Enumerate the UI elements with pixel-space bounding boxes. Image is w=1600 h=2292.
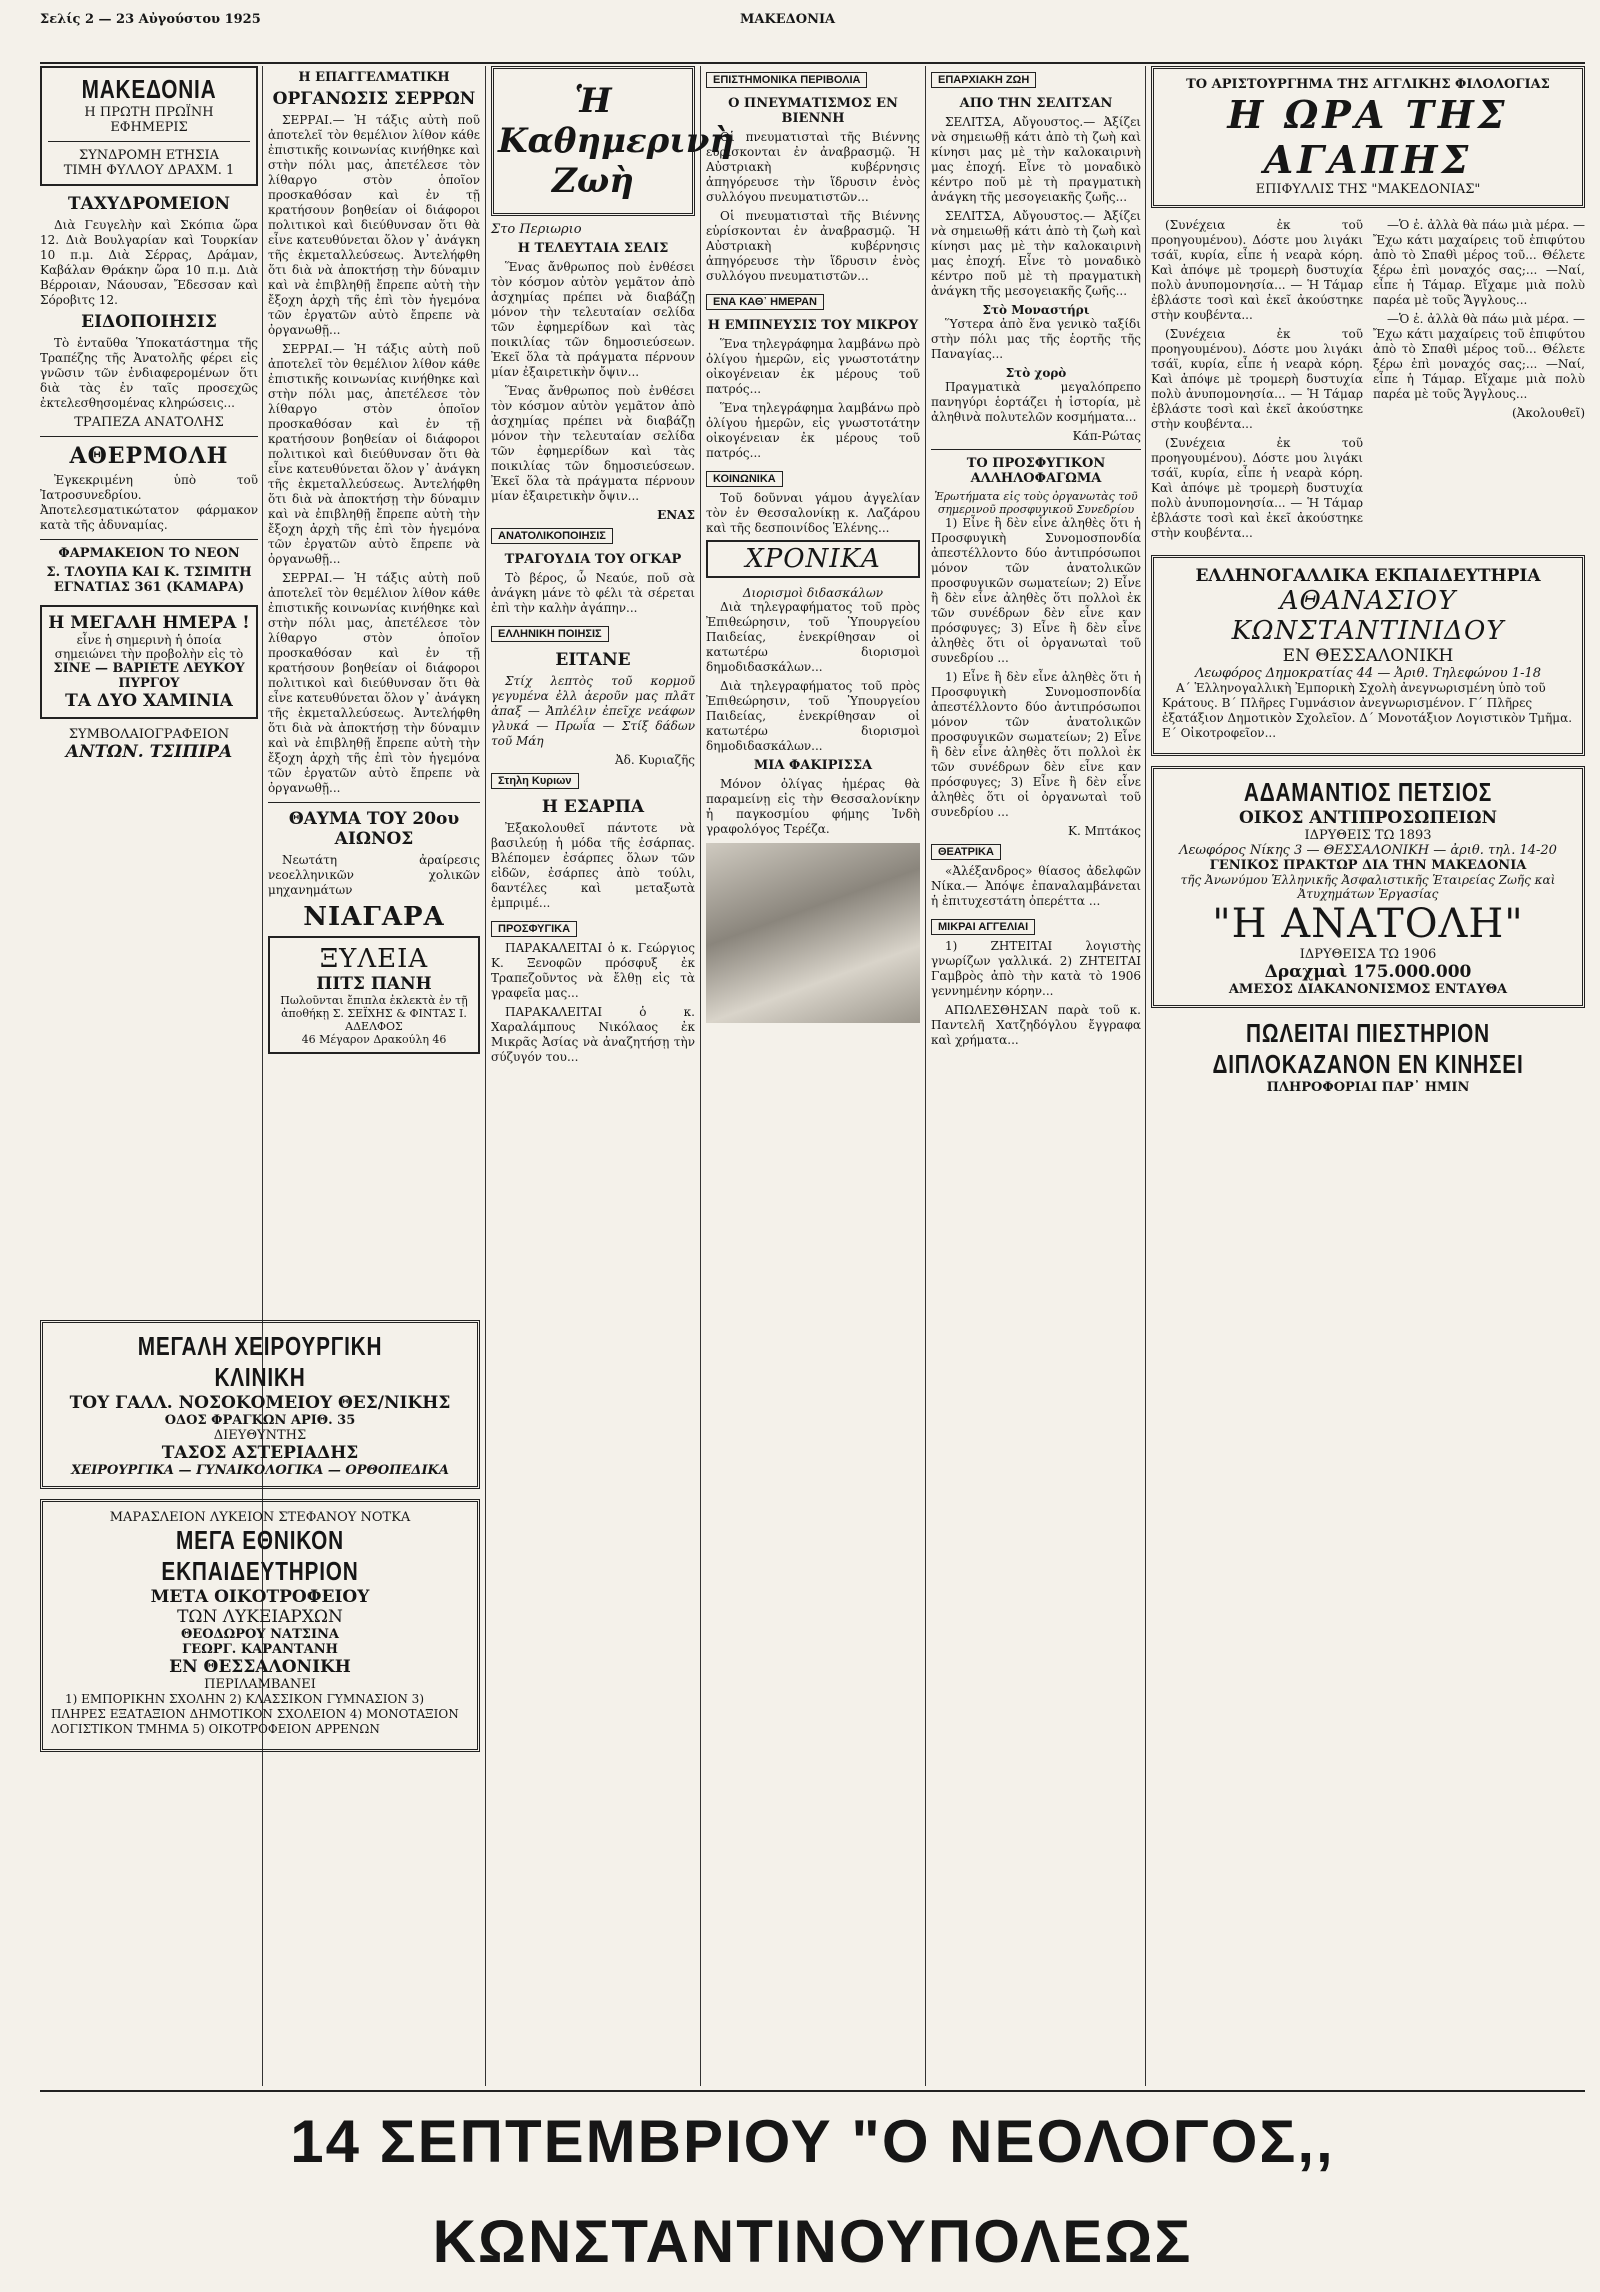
clinic-specialties: ΧΕΙΡΟΥΡΓΙΚΑ — ΓΥΝΑΙΚΟΛΟΓΙΚΑ — ΟΡΘΟΠΕΔΙΚΑ (71, 1463, 449, 1478)
niagara-title: ΝΙΑΓΑΡΑ (303, 902, 445, 932)
divider (40, 539, 258, 540)
article-text: Οἱ πνευματισταὶ τῆς Βιέννης εὑρίσκονται ἐν ἀναβρασμῷ. Ἡ Αὐστριακὴ κυβέρνησις ἀπηγόρευσε τὴν ἵδρυσιν ἑνὸς συλλόγου πνευματιστῶν... (706, 130, 920, 204)
poet: Ἀδ. Κυριαζῆς (614, 753, 695, 767)
article-text: Ἕνας ἄνθρωπος ποὺ ἐνθέσει τὸν κόσμον αὐτὸν γεμᾶτον ἀπὸ ἀσχημίας πρέπει νὰ διαβάζῃ μόνον τὴν τελευταίαν σελίδα τῶν ἐφημερίδων καὶ τὰς ποικιλίας τῶν δημοσιεύσεων. Ἐκεῖ ὅλα τὰ πράγματα πέρνουν μίαν ἐξαιρετικὴν ὄψιν... (491, 260, 695, 379)
school-ad (40, 1499, 480, 1752)
column-5 (931, 66, 1141, 2086)
school-name-1: ΘΕΟΔΩΡΟΥ ΝΑΤΣΙΝΑ (180, 1627, 339, 1642)
clinic-title: ΜΕΓΑΛΗ ΧΕΙΡΟΥΡΓΙΚΗ ΚΛΙΝΙΚΗ (137, 1331, 383, 1392)
kathimerini-title: Ἡ Καθημερινὴ Ζωὴ (491, 66, 695, 216)
big-day-text: εἶνε ἡ σημερινὴ ἡ ὁποία σημειώνει τὴν προβολὴν εἰς τὸ (54, 633, 244, 661)
novel-top: ΤΟ ΑΡΙΣΤΟΥΡΓΗΜΑ ΤΗΣ ΑΓΓΛΙΚΗΣ ΦΙΛΟΛΟΓΙΑΣ (1186, 77, 1550, 92)
divider (48, 141, 250, 142)
masthead-box (40, 66, 258, 186)
novel-sub: ΕΠΙΦΥΛΛΙΣ ΤΗΣ "ΜΑΚΕΔΟΝΙΑΣ" (1255, 182, 1481, 197)
section-tag: Στηλη Κυριων (491, 773, 579, 789)
novel-title: Η ΩΡΑ ΤΗΣ ΑΓΑΠΗΣ (1227, 92, 1509, 182)
appointments-title: Διορισμοὶ διδασκάλων (742, 586, 884, 600)
notices-text: Τὸ ἐνταῦθα Ὑποκατάστημα τῆς Τραπέζης τῆς Ἀνατολῆς φέρει εἰς γνῶσιν τῶν ἐνδιαφερομένων ὅτι διὰ τὰς ἐν ταῖς προσεχῶς ἐκτελεσθησομένας κληρώσεις... (40, 336, 258, 410)
section-tag: ΠΡΟΣΦΥΓΙΚΑ (491, 921, 577, 937)
footer-text: 14 ΣΕΠΤΕΜΒΡΙΟΥ "Ο ΝΕΟΛΟΓΟΣ,, ΚΩΝΣΤΑΝΤΙΝΟΥΠΟΛΕΩΣ (290, 2108, 1335, 2275)
school-lyceum: ΤΩΝ ΛΥΚΕΙΑΡΧΩΝ (177, 1607, 343, 1627)
labor-text: ΣΕΡΡΑΙ.— Ἡ τάξις αὐτὴ ποῦ ἀποτελεῖ τὸν θεμέλιον λίθον κάθε ἐπιστικῆς κοινωνίας κινήθηκε καὶ στὴν πόλι μας, ἀπετέλεσε τὸν λίθαργο στὸν ὁποῖον προσκαθόσαν καὶ ἐν τῇ κρατήσουν βοηθείαν οἱ διάφοροι πολιτικοὶ καὶ διεύθυνσαν ὅτι θὰ εἶνε κατευθύνεται ὅλον γ᾽ ἀνάγκη τῆς ἐκμεταλλεύσεως. Ἀντελήφθη ὅτι διὰ νὰ ἀποκτήσῃ τὴν δύναμιν καὶ νὰ ἐπιβληθῇ ἔπρεπε αὐτὴ τὴν ἔξοχη ἀρχὴ τῆς ἐπὶ τὸν ἡγεμόνα τῶν ἐργατῶν αὐτὸ ἔπρεπε νὰ ὀργανωθῇ... (268, 571, 480, 795)
column-rule (700, 66, 701, 2086)
clinic-director-label: ΔΙΕΥΘΥΝΤΗΣ (213, 1428, 307, 1443)
article-text: Τοῦ δοῦνναι γάμου ἀγγελίαν τὸν ἐν Θεσσαλονίκῃ κ. Λαζάρου καὶ τῆς δεσποινίδος Ἑλένης... (706, 491, 920, 535)
article-text: Ἕνα τηλεγράφημα λαμβάνω πρὸ ὀλίγου ἡμερῶν, εἰς γνωστοτάτην οἰκογένειαν ἐκ μέρους τοῦ πατρός... (706, 401, 920, 460)
press-line-3: ΠΛΗΡΟΦΟΡΙΑΙ ΠΑΡ᾽ ΗΜΙΝ (1266, 1080, 1470, 1095)
press-ad (1151, 1018, 1585, 1095)
divider (40, 436, 258, 437)
article-text: Ἕνα τηλεγράφημα λαμβάνω πρὸ ὀλίγου ἡμερῶν, εἰς γνωστοτάτην οἰκογένειαν ἐκ μέρους τοῦ πατρός... (706, 337, 920, 396)
novel-header (1151, 66, 1585, 208)
lower-left-ads (40, 1320, 480, 2080)
author: Κ. Μπτάκος (1068, 824, 1141, 838)
novel-text: (Συνέχεια ἐκ τοῦ προηγουμένου). Δόστε μου λιγάκι τσάϊ, κυρία, εἶπε ἡ νεαρὰ κόρη. Καὶ ἀπόψε μὲ τρομερὴ δυστυχία πολὺ ἀνυπομονησία... — Ἡ Τάμαρ ἐβλάστε τοσὶ καὶ ἐκεῖ ἀκούστηκε στὴν κουβέντα... (1151, 436, 1363, 540)
article-text: Μόνον ὀλίγας ἡμέρας θὰ παραμείνῃ εἰς τὴν Θεσσαλονίκην ἡ παγκοσμίου φήμης Ἰνδὴ γραφολόγος Τερέζα. (706, 777, 920, 836)
school-title: ΜΕΓΑ ΕΘΝΙΚΟΝ ΕΚΠΑΙΔΕΥΤΗΡΙΟΝ (161, 1525, 359, 1586)
song-title: ΤΡΑΓΟΥΔΙΑ ΤΟΥ ΟΓΚΑΡ (504, 552, 682, 567)
notary-label: ΣΥΜΒΟΛΑΙΟΓΡΑΦΕΙΟΝ (68, 727, 230, 742)
labor-title: ΟΡΓΑΝΩΣΙΣ ΣΕΡΡΩΝ (272, 89, 476, 109)
scarf-title: Η ΕΣΑΡΠΑ (541, 797, 645, 817)
notary-name: ΑΝΤΩΝ. ΤΣΙΠΙΡΑ (65, 742, 233, 762)
school-top: ΜΑΡΑΣΛΕΙΟΝ ΛΥΚΕΙΟΝ ΣΤΕΦΑΝΟΥ ΝΟΤΚΑ (109, 1510, 411, 1525)
article-text: «Ἀλέξανδρος» θίασος ἀδελφῶν Νίκα.— Ἀπόψε ἐπαναλαμβάνεται ἡ ἐπιτυχεστάτη ὀπερέττα ... (931, 864, 1141, 908)
article-text: ΣΕΛΙΤΣΑ, Αὔγουστος.— Ἀξίζει νὰ σημειωθῇ κάτι ἀπὸ τὴ ζωὴ καὶ κίνησι μας μὲ τὴν καλοκαιρινὴ μας ἐποχή. Εἶνε τὸ μοναδικὸ κέντρο ποῦ μὲ τὴ πραγματικὴ ἀνάγκη τῆς μεσογειακῆς ζωῆς... (931, 209, 1141, 298)
article-text: Διὰ τηλεγραφήματος τοῦ πρὸς Ἐπιθεώρησιν, τοῦ Ὑπουργείου Παιδείας, ἐνεκρίθησαν οἱ κατωτέρω διορισμοὶ δημοδιδασκάλων... (706, 679, 920, 753)
school-includes: ΠΕΡΙΛΑΜΒΑΝΕΙ (204, 1677, 316, 1692)
column-rule (925, 66, 926, 2086)
fraud-subtitle: Ἐρωτήματα εἰς τοὺς ὀργανωτὰς τοῦ σημερινοῦ προσφυγικοῦ Συνεδρίου (934, 490, 1138, 516)
clinic-subtitle: ΤΟΥ ΓΑΛΛ. ΝΟΣΟΚΟΜΕΙΟΥ ΘΕΣ/ΝΙΚΗΣ (69, 1393, 451, 1413)
atherma-title: ΑΘΕΡΜΟΛΗ (69, 443, 229, 469)
price-label: ΤΙΜΗ ΦΥΛΛΟΥ ΔΡΑΧΜ. 1 (63, 163, 235, 178)
novel-col (1151, 218, 1363, 545)
siatista-title: ΑΠΟ ΤΗΝ ΣΕΛΙΤΣΑΝ (959, 96, 1113, 111)
header-date: Σελίς 2 — 23 Αὐγούστου 1925 (40, 12, 261, 27)
insurance-company-label: τῆς Ἀνωνύμου Ἑλληνικῆς Ἀσφαλιστικῆς Ἑταιρείας Ζωῆς καὶ Ἀτυχημάτων Ἐργασίας (1180, 873, 1556, 901)
school-sub: ΜΕΤΑ ΟΙΚΟΤΡΟΦΕΙΟΥ (150, 1587, 370, 1607)
notices-sign: ΤΡΑΠΕΖΑ ΑΝΑΤΟΛΗΣ (74, 415, 224, 430)
school2-ad (1151, 555, 1585, 756)
clinic-address: ΟΔΟΣ ΦΡΑΓΚΩΝ ΑΡΙΘ. 35 (164, 1413, 356, 1428)
novel-text: —Ὁ ἐ. ἀλλὰ θὰ πάω μιὰ μέρα. — Ἔχω κάτι μαχαίρεις τοῦ ἐπιφύτου ἀπὸ τὸ Σπαθὶ μέρος τοῦ... Θέλετε ξέρω ἐπὶ μοναχός σας;... —Ναί, εἶπε ἡ Τάμαρ. Εἴχαμε μιὰ πολὺ παρέα μὲ τοῦς Ἄγγλους... (1373, 218, 1585, 307)
article-text: ΑΠΩΛΕΣΘΗΣΑΝ παρὰ τοῦ κ. Παντελῆ Χατζηδόγλου ἔγγραφα καὶ χρήματα... (931, 1003, 1141, 1047)
section-tag: ΘΕΑΤΡΙΚΑ (931, 844, 1001, 860)
chronika-box (706, 540, 920, 578)
novel-columns (1151, 218, 1585, 545)
labor-kicker: Η ΕΠΑΓΓΕΛΜΑΤΙΚΗ (298, 70, 450, 85)
insurance-sub: ΟΙΚΟΣ ΑΝΤΙΠΡΟΣΩΠΕΙΩΝ (1238, 808, 1498, 828)
column-4 (706, 66, 920, 2086)
wonder-title: ΘΑΥΜΑ ΤΟΥ 20ου ΑΙΩΝΟΣ (288, 809, 460, 849)
insurance-capital: Δραχμαὶ 175.000.000 (1264, 962, 1472, 982)
cinema-name: ΣΙΝΕ — ΒΑΡΙΕΤΕ ΛΕΥΚΟΥ ΠΥΡΓΟΥ (53, 661, 245, 691)
divider (931, 449, 1141, 450)
article-text: Ἐξακολουθεῖ πάντοτε νὰ βασιλεύῃ ἡ μόδα τῆς ἐσάρπας. Βλέπομεν ἐσάρπες ὅλων τῶν εἰδῶν, ἐσάρπες ἀπὸ τούλι, δαντέλες καὶ μεταξωτὰ ἐμπριμέ... (491, 821, 695, 910)
clinic-director: ΤΑΣΟΣ ΑΣΤΕΡΙΑΔΗΣ (161, 1443, 359, 1463)
divider (268, 802, 480, 803)
big-day-title: Η ΜΕΓΑΛΗ ΗΜΕΡΑ ! (48, 613, 250, 633)
article-text: 1) Εἶνε ἢ δὲν εἶνε ἀληθὲς ὅτι ἡ Προσφυγικὴ Συνομοσπονδία ἀπεστέλλοντο δύο ἀντιπρόσωποι μόνον τῶν ἀνατολικῶν προσφυγικῶν σωματείων; 2) Εἶνε ἢ δὲν εἶνε ἀληθὲς ὅτι πολλοὶ ἐκ τῶν συνέδρων δὲν εἶνε καν πρόσφυγες; 3) Εἶνε ἢ δὲν εἶνε ἀληθὲς ὅτι οἱ ὀργανωταὶ τοῦ συνεδρίου ... (931, 670, 1141, 819)
film-title: ΤΑ ΔΥΟ ΧΑΜΙΝΙΑ (65, 691, 233, 711)
chronika-title: ΧΡΟΝΙΚΑ (745, 544, 881, 574)
article-text: Ὕστερα ἀπὸ ἕνα γενικὸ ταξίδι στὴν πόλι μας τῆς ἑορτῆς τῆς Παναγίας... (931, 317, 1141, 361)
article-text: ΣΕΛΙΤΣΑ, Αὔγουστος.— Ἀξίζει νὰ σημειωθῇ κάτι ἀπὸ τὴ ζωὴ καὶ κίνησι μας μὲ τὴν καλοκαιρινὴ μας ἐποχή. Εἶνε τὸ μοναδικὸ κέντρο ποῦ μὲ τὴ πραγματικὴ ἀνάγκη τῆς μεσογειακῆς ζωῆς... (931, 115, 1141, 204)
column-2 (268, 66, 480, 1316)
novel-text: (Συνέχεια ἐκ τοῦ προηγουμένου). Δόστε μου λιγάκι τσάϊ, κυρία, εἶπε ἡ νεαρὰ κόρη. Καὶ ἀπόψε μὲ τρομερὴ δυστυχία πολὺ ἀνυπομονησία... — Ἡ Τάμαρ ἐβλάστε τοσὶ καὶ ἐκεῖ ἀκούστηκε στὴν κουβέντα... (1151, 327, 1363, 431)
school2-name: ΑΘΑΝΑΣΙΟΥ ΚΩΝΣΤΑΝΤΙΝΙΔΟΥ (1231, 586, 1505, 646)
school-name-2: ΓΕΩΡΓ. ΚΑΡΑΝΤΑΝΗ (182, 1642, 338, 1657)
wood-text: Πωλοῦνται ἔπιπλα ἐκλεκτὰ ἐν τῇ ἀποθήκῃ Σ. ΣΕΪΧΗΣ & ΦΙΝΤΑΣ Ι. ΑΔΕΛΦΟΣ (280, 994, 468, 1033)
school2-address: Λεωφόρος Δημοκρατίας 44 — Ἀριθ. Τηλεφώνου 1-18 (1194, 666, 1542, 681)
atherma-text: Ἐγκεκριμένη ὑπὸ τοῦ Ἰατροσυνεδρίου. Ἀποτελεσματικώτατον φάρμακον κατὰ τῆς ἀδυναμίας. (40, 473, 258, 532)
article-text: 1) ΖΗΤΕΙΤΑΙ λογιστὴς γνωρίζων γαλλικά. 2) ΖΗΤΕΙΤΑΙ Γαμβρὸς ἀπὸ τὴν κατὰ τὸ 1906 γεννημένην κόρην... (931, 939, 1141, 998)
masthead-subtitle: Η ΠΡΩΤΗ ΠΡΩΪΝΗ ΕΦΗΜΕΡΙΣ (84, 105, 214, 135)
notice-text: ΠΑΡΑΚΑΛΕΙΤΑΙ ὁ κ. Χαραλάμπους Νικόλαος ἐκ Μικρᾶς Ἀσίας νὰ ἀναζητήσῃ τὴν σύζυγόν του... (491, 1005, 695, 1064)
section-tag: ΕΛΛΗΝΙΚΗ ΠΟΙΗΣΙΣ (491, 626, 609, 642)
novel-text: (Συνέχεια ἐκ τοῦ προηγουμένου). Δόστε μου λιγάκι τσάϊ, κυρία, εἶπε ἡ νεαρὰ κόρη. Καὶ ἀπόψε μὲ τρομερὴ δυστυχία πολὺ ἀνυπομονησία... — Ἡ Τάμαρ ἐβλάστε τοσὶ καὶ ἐκεῖ ἀκούστηκε στὴν κουβέντα... (1151, 218, 1363, 322)
wood-address: 46 Μέγαρον Δρακούλη 46 (301, 1033, 447, 1046)
insurance-ad (1151, 766, 1585, 1008)
last-page-title: Η ΤΕΛΕΥΤΑΙΑ ΣΕΛΙΣ (517, 241, 669, 256)
labor-text: ΣΕΡΡΑΙ.— Ἡ τάξις αὐτὴ ποῦ ἀποτελεῖ τὸν θεμέλιον λίθον κάθε ἐπιστικῆς κοινωνίας κινήθηκε καὶ στὴν πόλι μας, ἀπετέλεσε τὸν λίθαργο στὸν ὁποῖον προσκαθόσαν καὶ ἐν τῇ κρατήσουν βοηθείαν οἱ διάφοροι πολιτικοὶ καὶ διεύθυνσαν ὅτι θὰ εἶνε κατευθύνεται ὅλον γ᾽ ἀνάγκη τῆς ἐκμεταλλεύσεως. Ἀντελήφθη ὅτι διὰ νὰ ἀποκτήσῃ τὴν δύναμιν καὶ νὰ ἐπιβληθῇ ἔπρεπε αὐτὴ τὴν ἔξοχη ἀρχὴ τῆς ἐπὶ τὸν ἡγεμόνα τῶν ἐργατῶν αὐτὸ ἔπρεπε νὰ ὀργανωθῇ... (268, 342, 480, 566)
insurance-pay: ΑΜΕΣΟΣ ΔΙΑΚΑΝΟΝΙΣΜΟΣ ΕΝΤΑΥΘΑ (1228, 982, 1508, 997)
pharmacy-names: Σ. ΤΛΟΥΠΑ ΚΑΙ Κ. ΤΣΙΜΙΤΗ (46, 565, 252, 580)
school-items: 1) ΕΜΠΟΡΙΚΗΝ ΣΧΟΛΗΝ 2) ΚΛΑΣΣΙΚΟΝ ΓΥΜΝΑΣΙΟΝ 3) ΠΛΗΡΕΣ ΕΞΑΤΑΞΙΟΝ ΔΗΜΟΤΙΚΟΝ ΣΧΟΛΕΙΟΝ 4) ΜΟΝΟΤΑΞΙΟΝ ΛΟΓΙΣΤΙΚΟΝ ΤΜΗΜΑ 5) ΟΙΚΟΤΡΟΦΕΙΟΝ ΑΡΡΕΝΩΝ (51, 1692, 459, 1736)
insurance-address: Λεωφόρος Νίκης 3 — ΘΕΣΣΑΛΟΝΙΚΗ — ἀριθ. τηλ. 14-20 (1179, 843, 1557, 858)
pharmacy-title: ΦΑΡΜΑΚΕΙΟΝ ΤΟ ΝΕΟΝ (58, 546, 240, 561)
subscription-label: ΣΥΝΔΡΟΜΗ ΕΤΗΣΙΑ (79, 148, 219, 163)
school2-title: ΕΛΛΗΝΟΓΑΛΛΙΚΑ ΕΚΠΑΙΔΕΥΤΗΡΙΑ (1195, 566, 1541, 586)
footer-banner (40, 2090, 1585, 2275)
fakir-photo (706, 843, 920, 1023)
poem-title: ΕΙΤΑΝΕ (555, 650, 631, 670)
insurance-company: "Η ΑΝΑΤΟΛΗ" (1212, 901, 1524, 947)
labor-text: ΣΕΡΡΑΙ.— Ἡ τάξις αὐτὴ ποῦ ἀποτελεῖ τὸν θεμέλιον λίθον κάθε ἐπιστικῆς κοινωνίας κινήθηκε καὶ στὴν πόλι μας, ἀπετέλεσε τὸν λίθαργο στὸν ὁποῖον προσκαθόσαν καὶ ἐν τῇ κρατήσουν βοηθείαν οἱ διάφοροι πολιτικοὶ καὶ διεύθυνσαν ὅτι θὰ εἶνε κατευθύνεται ὅλον γ᾽ ἀνάγκη τῆς ἐκμεταλλεύσεως. Ἀντελήφθη ὅτι διὰ νὰ ἀποκτήσῃ τὴν δύναμιν καὶ νὰ ἐπιβληθῇ ἔπρεπε αὐτὴ τὴν ἔξοχη ἀρχὴ τῆς ἐπὶ τὸν ἡγεμόνα τῶν ἐργατῶν αὐτὸ ἔπρεπε νὰ ὀργανωθῇ... (268, 113, 480, 337)
wood-name: ΠΙΤΣ ΠΑΝΗ (316, 974, 432, 994)
subhead: Στὸ Μοναστήρι (982, 303, 1090, 317)
press-line-2: ΔΙΠΛΟΚΑΖΑΝΟΝ ΕΝ ΚΙΝΗΣΕΙ (1212, 1049, 1524, 1079)
section-tag: ΑΝΑΤΟΛΙΚΟΠΟΙΗΣΙΣ (491, 528, 613, 544)
author: ΕΝΑΣ (657, 508, 695, 522)
section-tag: ΚΟΙΝΩΝΙΚΑ (706, 471, 783, 487)
header-title: ΜΑΚΕΔΟΝΙΑ (740, 12, 836, 27)
author: Κάπ-Ρώτας (1072, 429, 1141, 443)
wood-ad (268, 936, 480, 1054)
section-tag: ΜΙΚΡΑΙ ΑΓΓΕΛΙΑΙ (931, 919, 1035, 935)
insurance-founded-2: ΙΔΡΥΘΕΙΣΑ ΤΩ 1906 (1299, 947, 1437, 962)
insurance-founded: ΙΔΡΥΘΕΙΣ ΤΩ 1893 (1304, 828, 1432, 843)
periorio-label: Στο Περιωριο (491, 222, 582, 237)
section-tag: ΕΝΑ ΚΑΘ᾽ ΗΜΕΡΑΝ (706, 294, 824, 310)
notice-text: ΠΑΡΑΚΑΛΕΙΤΑΙ ὁ κ. Γεώργιος Κ. Ξενοφῶν πρόσφυξ ἐκ Τραπεζοῦντος νὰ ἔλθῃ εἰς τὰ γραφεῖα μας... (491, 941, 695, 1000)
insurance-agent: ΓΕΝΙΚΟΣ ΠΡΑΚΤΩΡ ΔΙΑ ΤΗΝ ΜΑΚΕΔΟΝΙΑ (1209, 858, 1527, 873)
article-text: Οἱ πνευματισταὶ τῆς Βιέννης εὑρίσκονται ἐν ἀναβρασμῷ. Ἡ Αὐστριακὴ κυβέρνησις ἀπηγόρευσε τὴν ἵδρυσιν ἑνὸς συλλόγου πνευματιστῶν... (706, 209, 920, 283)
poem-text: Στίχ λεπτὸς τοῦ κορμοῦ γεγυμένα ἐλλ ἀεροῦν μας πλᾶτ ἀπαξ — Ἀπλέλιν ἐπεῖχε νεάφων γλυκά — Πρωΐα — Στίξ δάδων τοῦ Μάη (491, 674, 695, 748)
column-3 (491, 66, 735, 2086)
pharmacy-address: ΕΓΝΑΤΙΑΣ 361 (ΚΑΜΑΡΑ) (53, 580, 245, 595)
column-1 (40, 66, 258, 1316)
section-tag: ΕΠΑΡΧΙΑΚΗ ΖΩΗ (931, 72, 1036, 88)
cinema-ad (40, 605, 258, 719)
article-text: Ἕνας ἄνθρωπος ποὺ ἐνθέσει τὸν κόσμον αὐτὸν γεμᾶτον ἀπὸ ἀσχημίας πρέπει νὰ διαβάζῃ μόνον τὴν τελευταίαν σελίδα τῶν ἐφημερίδων καὶ τὰς ποικιλίας τῶν δημοσιεύσεων. Ἐκεῖ ὅλα τὰ πράγματα πέρνουν μίαν ἐξαιρετικὴν ὄψιν... (491, 384, 695, 503)
wonder-text: Νεωτάτη ἀραίρεσις νεοελληνικῶν χολικῶν μηχανημάτων (268, 853, 480, 897)
notices-title: ΕΙΔΟΠΟΙΗΣΙΣ (81, 312, 217, 332)
article-text: Διὰ τηλεγραφήματος τοῦ πρὸς Ἐπιθεώρησιν, τοῦ Ὑπουργείου Παιδείας, ἐνεκρίθησαν οἱ κατωτέρω διορισμοὶ δημοδιδασκάλων... (706, 600, 920, 674)
child-title: Η ΕΜΠΝΕΥΣΙΣ ΤΟΥ ΜΙΚΡΟΥ (707, 318, 919, 333)
post-text: Διὰ Γευγελὴν καὶ Σκόπια ὥρα 12. Διὰ Βουλγαρίαν καὶ Τουρκίαν 10 π.μ. Διὰ Σέρρας, Δράμαν, Καβάλαν Θράκην ὥρα 10 π.μ. Διὰ Βέρροιαν, Νάουσαν, Ἔδεσσαν καὶ Σόροβιτς 12. (40, 218, 258, 307)
masthead-title: ΜΑΚΕΔΟΝΙΑ (81, 74, 217, 104)
school2-city: ΕΝ ΘΕΣΣΑΛΟΝΙΚΗ (1282, 646, 1454, 666)
section-tag: ΕΠΙΣΤΗΜΟΝΙΚΑ ΠΕΡΙΒΟΛΙΑ (706, 72, 867, 88)
insurance-name: ΑΔΑΜΑΝΤΙΟΣ ΠΕΤΣΙΟΣ (1243, 777, 1493, 807)
school2-text: Α΄ Ἑλληνογαλλικὴ Ἐμπορικὴ Σχολὴ ἀνεγνωρισμένη ὑπὸ τοῦ Κράτους. Β΄ Πλῆρες Γυμνάσιον ἀνεγνωρισμένον. Γ΄ Πλῆρες ἐξατάξιον Δημοτικὸν Σχολεῖον. Δ΄ Μονοτάξιον Λογιστικὸν Τμῆμα. Ε΄ Οἰκοτροφεῖον... (1162, 681, 1573, 740)
page-header (40, 6, 1585, 64)
subhead: Στὸ χορὸ (1005, 366, 1067, 380)
article-text: 1) Εἶνε ἢ δὲν εἶνε ἀληθὲς ὅτι ἡ Προσφυγικὴ Συνομοσπονδία ἀπεστέλλοντο δύο ἀντιπρόσωποι μόνον τῶν ἀνατολικῶν προσφυγικῶν σωματείων; 2) Εἶνε ἢ δὲν εἶνε ἀληθὲς ὅτι πολλοὶ ἐκ τῶν συνέδρων δὲν εἶνε καν πρόσφυγες; 3) Εἶνε ἢ δὲν εἶνε ἀληθὲς ὅτι οἱ ὀργανωταὶ τοῦ συνεδρίου ... (931, 516, 1141, 665)
spiritism-title: Ο ΠΝΕΥΜΑΤΙΣΜΟΣ ΕΝ ΒΙΕΝΝΗ (728, 96, 898, 126)
clinic-ad (40, 1320, 480, 1489)
column-rule (485, 66, 486, 2086)
article-text: Τὸ βέρος, ὦ Νεαύε, ποῦ σὰ ἀνάγκη μάνε τὸ φέλι τὰ σέρεται ἐπὶ τὴν καλὴν ἀγάπην... (491, 571, 695, 615)
wood-title: ΞΥΛΕΙΑ (319, 944, 429, 974)
school-city: ΕΝ ΘΕΣΣΑΛΟΝΙΚΗ (169, 1657, 351, 1677)
novel-col (1373, 218, 1585, 545)
continued-label: (Ἀκολουθεῖ) (1511, 406, 1585, 420)
column-rule (1145, 66, 1146, 2086)
post-title: ΤΑΧΥΔΡΟΜΕΙΟΝ (67, 194, 231, 214)
fakir-title: ΜΙΑ ΦΑΚΙΡΙΣΣΑ (753, 758, 873, 773)
article-text: Πραγματικὰ μεγαλόπρεπο πανηγύρι ἑορτάζει ἡ ἱστορία, μὲ ἀληθινὰ πολυτελῶν κοσμήματα... (931, 380, 1141, 424)
fraud-title: ΤΟ ΠΡΟΣΦΥΓΙΚΟΝ ΑΛΛΗΛΟΦΑΓΩΜΑ (966, 456, 1106, 486)
column-6 (1151, 66, 1585, 2086)
novel-text: —Ὁ ἐ. ἀλλὰ θὰ πάω μιὰ μέρα. — Ἔχω κάτι μαχαίρεις τοῦ ἐπιφύτου ἀπὸ τὸ Σπαθὶ μέρος τοῦ... Θέλετε ξέρω ἐπὶ μοναχός σας;... —Ναί, εἶπε ἡ Τάμαρ. Εἴχαμε μιὰ πολὺ παρέα μὲ τοῦς Ἄγγλους... (1373, 312, 1585, 401)
press-line-1: ΠΩΛΕΙΤΑΙ ΠΙΕΣΤΗΡΙΟΝ (1246, 1018, 1490, 1048)
